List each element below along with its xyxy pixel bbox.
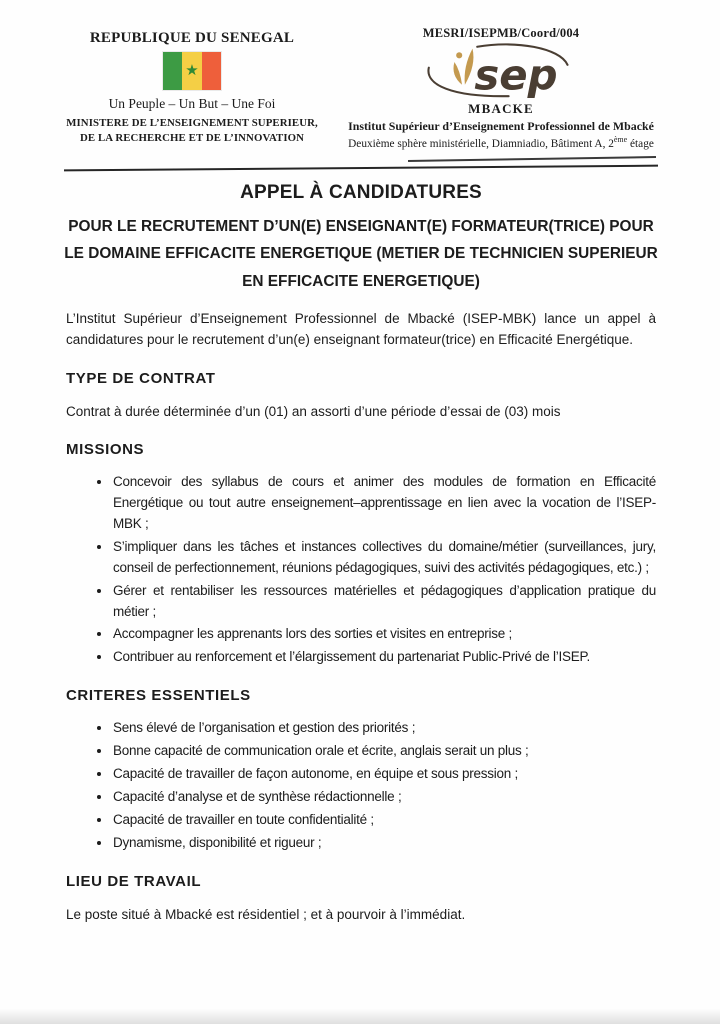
isep-logo-icon <box>425 42 577 100</box>
list-item: • Capacité d’analyse et de synthèse rédactionnelle ; <box>112 787 656 808</box>
flag-star-icon: ★ <box>185 62 199 79</box>
page-title: APPEL À CANDIDATURES <box>240 181 482 203</box>
institute-address <box>346 135 656 150</box>
ministry-line-1: MINISTERE DE L’ENSEIGNEMENT SUPERIEUR, <box>66 117 318 129</box>
address-superscript: ème <box>613 135 628 144</box>
address-suffix: étage <box>627 137 654 150</box>
list-item: • S’impliquer dans les tâches et instances collectives du domaine/métier (surveillances, jury, conseil de perfectionnement, réunions pédagogiques, suivi des activités pédagogiques, etc.) ; <box>112 537 656 579</box>
missions-list <box>66 472 656 668</box>
country-title: REPUBLIQUE DU SENEGAL <box>89 30 295 46</box>
institute-city: MBACKE <box>468 101 534 116</box>
list-item: • Capacité de travailler en toute confidentialité ; <box>112 810 656 831</box>
section-heading-missions: MISSIONS <box>66 441 145 459</box>
list-item: • Dynamisme, disponibilité et rigueur ; <box>112 833 656 854</box>
list-item: • Sens élevé de l’organisation et gestion des priorités ; <box>112 718 656 739</box>
logo-text: sep <box>474 50 558 100</box>
section-heading-criteria: CRITERES ESSENTIELS <box>66 687 251 705</box>
flag-green-stripe <box>163 52 182 90</box>
flag-yellow-stripe <box>182 52 201 90</box>
document-reference: MESRI/ISEPMB/Coord/004 <box>422 26 580 40</box>
ministry-name <box>66 116 318 146</box>
criteria-list <box>66 718 656 854</box>
section-heading-location: LIEU DE TRAVAIL <box>66 872 202 890</box>
address-text: Deuxième sphère ministérielle, Diamniadio, Bâtiment A, 2 <box>348 137 614 150</box>
header-right-block <box>346 26 656 150</box>
intro-paragraph: L’Institut Supérieur d’Enseignement Professionnel de Mbacké (ISEP-MBK) lance un appel à candidatures pour le recrutement d’un(e) enseignant formateur(trice) en Efficacité Energétique. <box>66 311 656 348</box>
list-item: • Concevoir des syllabus de cours et animer des modules de formation en Efficacité Energétique ou tout autre enseignement–apprentissage en lien avec la vocation de l’ISEP-MBK ; <box>112 472 656 535</box>
section-heading-contract: TYPE DE CONTRAT <box>66 369 216 387</box>
list-item: • Gérer et rentabiliser les ressources matérielles et pédagogiques d’application pratique du métier ; <box>112 581 656 623</box>
scan-bottom-shadow <box>0 1008 720 1024</box>
document-body <box>66 182 656 925</box>
institute-name: Institut Supérieur d’Enseignement Professionnel de Mbacké <box>348 119 654 133</box>
flag-red-stripe <box>202 52 221 90</box>
list-item: • Bonne capacité de communication orale et écrite, anglais serait un plus ; <box>112 741 656 762</box>
ministry-line-2: DE LA RECHERCHE ET DE L’INNOVATION <box>79 132 305 145</box>
header-left-block <box>66 26 318 146</box>
header-divider-main <box>64 164 658 171</box>
header-divider-right-segment <box>408 156 656 162</box>
list-item: • Accompagner les apprenants lors des sorties et visites en entreprise ; <box>112 624 656 645</box>
header-divider <box>66 158 656 169</box>
senegal-flag-icon <box>163 52 221 90</box>
page-subtitle: POUR LE RECRUTEMENT D’UN(E) ENSEIGNANT(E) FORMATEUR(TRICE) POUR LE DOMAINE EFFICACITE ENERGETIQUE (METIER DE TECHNICIEN SUPERIEUR EN EFFICACITE ENERGETIQUE) <box>64 217 658 290</box>
contract-paragraph: Contrat à durée déterminée d’un (01) an assorti d’une période d’essai de (03) mois <box>66 403 561 419</box>
list-item: • Capacité de travailler de façon autonome, en équipe et sous pression ; <box>112 764 656 785</box>
national-motto: Un Peuple – Un But – Une Foi <box>108 96 276 111</box>
location-paragraph: Le poste situé à Mbacké est résidentiel ; et à pourvoir à l’immédiat. <box>66 906 466 922</box>
document-header <box>66 26 656 150</box>
list-item: • Contribuer au renforcement et l’élargissement du partenariat Public-Privé de l’ISEP. <box>112 647 656 668</box>
